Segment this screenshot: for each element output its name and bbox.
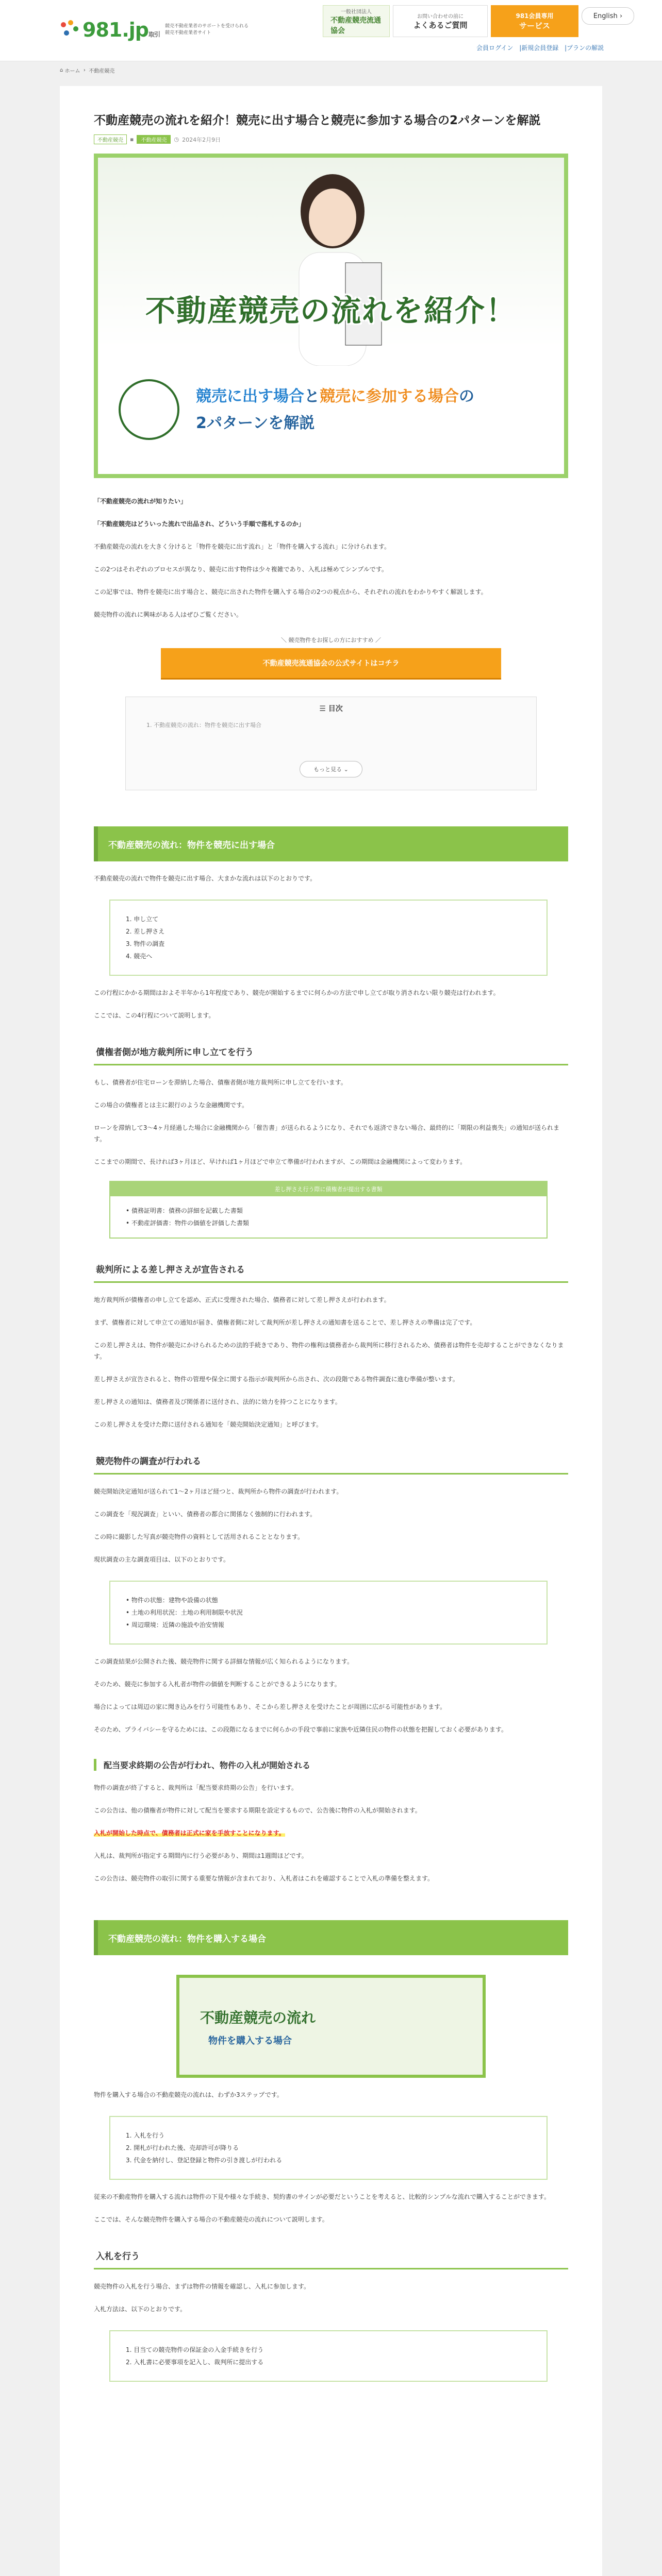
list-item: • 周辺環境：近隣の施設や治安情報 xyxy=(126,1621,224,1629)
paragraph: この場合の債権者とは主に銀行のような金融機関です。 xyxy=(94,1101,249,1109)
ordered-list xyxy=(109,2116,548,2180)
site-header xyxy=(0,0,662,61)
list-item: 4. 競売へ xyxy=(126,953,153,960)
paragraph: ここでは、そんな競売物件を購入する場合の不動産競売の流れについて説明します。 xyxy=(94,2216,328,2223)
site-logo[interactable] xyxy=(60,19,249,41)
paragraph: 現状調査の主な調査項目は、以下のとおりです。 xyxy=(94,1556,230,1563)
paragraph: 入札が開始した時点で、債務者は正式に家を手放すことになります。 xyxy=(94,1829,285,1837)
list-item: 1. 申し立て xyxy=(126,916,159,923)
paragraph: この差し押さえを受けた際に送付される通知を「競売開始決定通知」と呼びます。 xyxy=(94,1421,323,1428)
folder-icon: ▪ xyxy=(130,136,134,143)
minor-heading: 配当要求終期の公告が行われ、物件の入札が開始される xyxy=(94,1759,568,1771)
paragraph: 競売物件の入札を行う場合、まずは物件の情報を確認し、入札に参加します。 xyxy=(94,2283,310,2290)
clock-icon: ◷ xyxy=(174,136,179,143)
paragraph: 物件の調査が終了すると、裁判所は「配当要求終期の公告」を行います。 xyxy=(94,1784,298,1791)
logo-text: 981.jp取引 xyxy=(82,19,160,41)
page-title: 不動産競売の流れを紹介！競売に出す場合と競売に参加する場合の2パターンを解説 xyxy=(94,114,541,127)
paragraph: そのため、競売に参加する入札者が物件の価値を判断することができるようになります。 xyxy=(94,1681,341,1688)
list-item: 2. 差し押さえ xyxy=(126,928,165,935)
paragraph: もし、債務者が住宅ローンを滞納した場合、債権者側が地方裁判所に申し立てを行います。 xyxy=(94,1079,347,1086)
list-item: • 不動産評価書：物件の価値を評価した書類 xyxy=(126,1219,249,1227)
breadcrumb-category[interactable]: 不動産競売 xyxy=(89,68,115,74)
article xyxy=(60,86,602,2576)
cta-box xyxy=(94,636,568,678)
list-item: 2. 開札が行われた後、売却許可が降りる xyxy=(126,2144,239,2151)
paragraph: ローンを滞納して3〜4ヶ月経過した場合に金融機関から「催告書」が送られるようになり、それでも返済できない場合、最終的に「期限の利益喪失」の通知が送られます。 xyxy=(94,1124,560,1143)
table-of-contents: ☰ 目次 1. 不動産競売の流れ：物件を競売に出す場合 もっと見る ⌄ xyxy=(125,697,537,790)
list-item: • 債務証明書：債務の詳細を記載した書類 xyxy=(126,1207,243,1214)
article-meta xyxy=(94,134,568,144)
official-site-button[interactable]: 不動産競売流通協会の公式サイトはコチラ xyxy=(161,648,501,678)
toc-more-button[interactable]: もっと見る ⌄ xyxy=(300,761,362,777)
chevron-down-icon: ⌄ xyxy=(343,766,349,773)
intro-paragraph: この2つはそれぞれのプロセスが異なり、競売に出す物件は少々複雑であり、入札は極めてシンプルです。 xyxy=(94,566,388,573)
paragraph: この差し押さえは、物件が競売にかけられるための法的手続きであり、物件の権利は債務者から裁判所に移行されるため、債務者は物件を売却することができなくなります。 xyxy=(94,1342,564,1360)
register-link[interactable]: 新規会員登録 xyxy=(521,44,559,52)
intro-paragraph: この記事では、物件を競売に出す場合と、競売に出された物件を購入する場合の2つの視点から、それぞれの流れをわかりやすく解説します。 xyxy=(94,588,487,596)
list-item: 1. 目当ての競売物件の保証金の入金手続きを行う xyxy=(126,2346,264,2353)
paragraph: この時に撮影した写真が競売物件の資料として活用されることとなります。 xyxy=(94,1533,304,1540)
hero-subtitle: 競売に出す場合と競売に参加する場合の 2パターンを解説 xyxy=(196,387,474,432)
hero-image xyxy=(94,154,568,478)
paragraph: この公告は、他の債権者が物件に対して配当を要求する期限を設定するもので、公告後に物件の入札が開始されます。 xyxy=(94,1807,421,1814)
list-item: 2. 入札書に必要事項を記入し、裁判所に提出する xyxy=(126,2359,264,2366)
paragraph: この調査結果が公開された後、競売物件に関する詳細な情報が広く知られるようになります。 xyxy=(94,1658,354,1665)
article-tag[interactable]: 不動産競売 xyxy=(94,134,127,144)
ordered-list xyxy=(109,2330,548,2382)
quote-1: 「不動産競売の流れが知りたい」 xyxy=(94,498,187,505)
faq-banner[interactable]: お問い合わせの前に よくあるご質問 xyxy=(393,5,488,37)
paragraph: この公告は、競売物件の取引に関する重要な情報が含まれており、入札者はこれを確認することで入札の準備を整えます。 xyxy=(94,1875,434,1882)
login-link[interactable]: 会員ログイン xyxy=(476,44,514,52)
subsection-heading: 競売物件の調査が行われる xyxy=(94,1454,568,1475)
woman-illustration xyxy=(268,170,397,366)
documents-box xyxy=(109,1181,548,1239)
paragraph: まず、債権者に対して申立ての通知が届き、債権者側に対して裁判所が差し押さえの通知書を送ることで、差し押さえの準備は完了です。 xyxy=(94,1319,476,1326)
section-heading: 不動産競売の流れ：物件を購入する場合 xyxy=(94,1920,568,1955)
illustration-subtitle: 物件を購入する場合 xyxy=(208,2036,292,2046)
list-item: 1. 入札を行う xyxy=(126,2132,165,2139)
documents-box-title: 差し押さえ行う際に債権者が提出する書類 xyxy=(110,1182,547,1196)
home-icon: ⌂ xyxy=(60,67,63,73)
paragraph: 入札方法は、以下のとおりです。 xyxy=(94,2306,187,2313)
hero-title: 不動産競売の流れを紹介！ xyxy=(145,293,517,328)
avatar xyxy=(119,379,179,440)
list-icon: ☰ xyxy=(319,705,326,713)
paragraph: 従来の不動産物件を購入する流れは物件の下見や様々な手続き、契約書のサインが必要だということを考えると、比較的シンプルな流れで購入することができます。 xyxy=(94,2193,550,2200)
paragraph: 物件を購入する場合の不動産競売の流れは、わずか3ステップです。 xyxy=(94,2091,283,2098)
paragraph: 地方裁判所が債権者の申し立てを認め、正式に受理された場合、債務者に対して差し押さえが行われます。 xyxy=(94,1296,390,1303)
logo-description: 競売不動産業者のサポートを受けられる 競売不動産業者サイト xyxy=(165,24,249,36)
plan-link[interactable]: プランの解説 xyxy=(567,44,604,52)
article-category[interactable]: 不動産競売 xyxy=(137,135,171,144)
section-illustration xyxy=(176,1975,486,2078)
list-item: 3. 物件の調査 xyxy=(126,940,165,947)
paragraph: 差し押さえが宣告されると、物件の管理や保全に関する指示が裁判所から出され、次の段階である物件調査に進む準備が整います。 xyxy=(94,1376,459,1383)
subsection-heading: 裁判所による差し押さえが宣告される xyxy=(94,1262,568,1283)
quote-2: 「不動産競売はどういった流れで出品され、どういう手順で落札するのか」 xyxy=(94,520,305,528)
paragraph: ここでは、この4行程について説明します。 xyxy=(94,1012,215,1019)
paragraph: 入札は、裁判所が指定する期間内に行う必要があり、期間は1週間ほどです。 xyxy=(94,1852,308,1859)
cta-lead: ＼ 競売物件をお探しの方におすすめ ／ xyxy=(280,637,382,643)
language-switch-button[interactable]: English › xyxy=(582,7,634,25)
illustration-title: 不動産競売の流れ xyxy=(200,2009,316,2026)
member-service-banner[interactable]: 981会員専用 サービス xyxy=(491,5,578,37)
ordered-list xyxy=(109,900,548,976)
list-item: 3. 代金を納付し、登記登録と物件の引き渡しが行われる xyxy=(126,2157,283,2164)
toc-item[interactable]: 1. 不動産競売の流れ：物件を競売に出す場合 xyxy=(146,722,261,728)
paragraph: そのため、プライバシーを守るためには、この段階になるまでに何らかの手段で事前に家族や近隣住民の物件の状態を把握しておく必要があります。 xyxy=(94,1726,507,1733)
list-item: • 物件の状態：建物や設備の状態 xyxy=(126,1597,218,1604)
association-banner[interactable]: 一般社団法人 不動産競売流通協会 xyxy=(323,5,390,37)
header-links: 会員ログイン |新規会員登録 |プランの解説 xyxy=(476,44,604,52)
paragraph: この行程にかかる期間はおよそ半年から1年程度であり、競売が開始するまでに何らかの方法で申し立てが取り消されない限り競売は行われます。 xyxy=(94,989,500,996)
breadcrumb: ⌂ ホーム › 不動産競売 xyxy=(0,61,662,79)
paragraph: ここまでの期間で、長ければ3ヶ月ほど、早ければ1ヶ月ほどで申立て準備が行われますが、この期間は金融機関によって変わります。 xyxy=(94,1158,467,1165)
paragraph: 不動産競売の流れで物件を競売に出す場合、大まかな流れは以下のとおりです。 xyxy=(94,875,317,882)
intro-paragraph: 不動産競売の流れを大きく分けると「物件を競売に出す流れ」と「物件を購入する流れ」に分けられます。 xyxy=(94,543,391,550)
list-item: • 土地の利用状況：土地の利用制限や状況 xyxy=(126,1609,243,1616)
paragraph: 場合によっては周辺の家に聞き込みを行う可能性もあり、そこから差し押さえを受けたことが周囲に広がる可能性があります。 xyxy=(94,1703,446,1710)
section-heading: 不動産競売の流れ：物件を競売に出す場合 xyxy=(94,826,568,861)
paragraph: 差し押さえの通知は、債務者及び関係者に送付され、法的に効力を持つことになります。 xyxy=(94,1398,341,1405)
paragraph: 競売開始決定通知が送られて1〜2ヶ月ほど経つと、裁判所から物件の調査が行われます。 xyxy=(94,1488,343,1495)
logo-dots-icon xyxy=(60,20,79,40)
intro-paragraph: 競売物件の流れに興味がある人はぜひご覧ください。 xyxy=(94,611,243,618)
subsection-heading: 債権者側が地方裁判所に申し立てを行う xyxy=(94,1045,568,1065)
chevron-right-icon: › xyxy=(619,12,623,20)
bullet-list xyxy=(109,1581,548,1645)
paragraph: この調査を「現況調査」といい、債務者の都合に関係なく強制的に行われます。 xyxy=(94,1511,317,1518)
breadcrumb-home[interactable]: ホーム xyxy=(64,68,80,74)
subsection-heading: 入札を行う xyxy=(94,2249,568,2269)
article-date: 2024年2月9日 xyxy=(182,136,221,143)
